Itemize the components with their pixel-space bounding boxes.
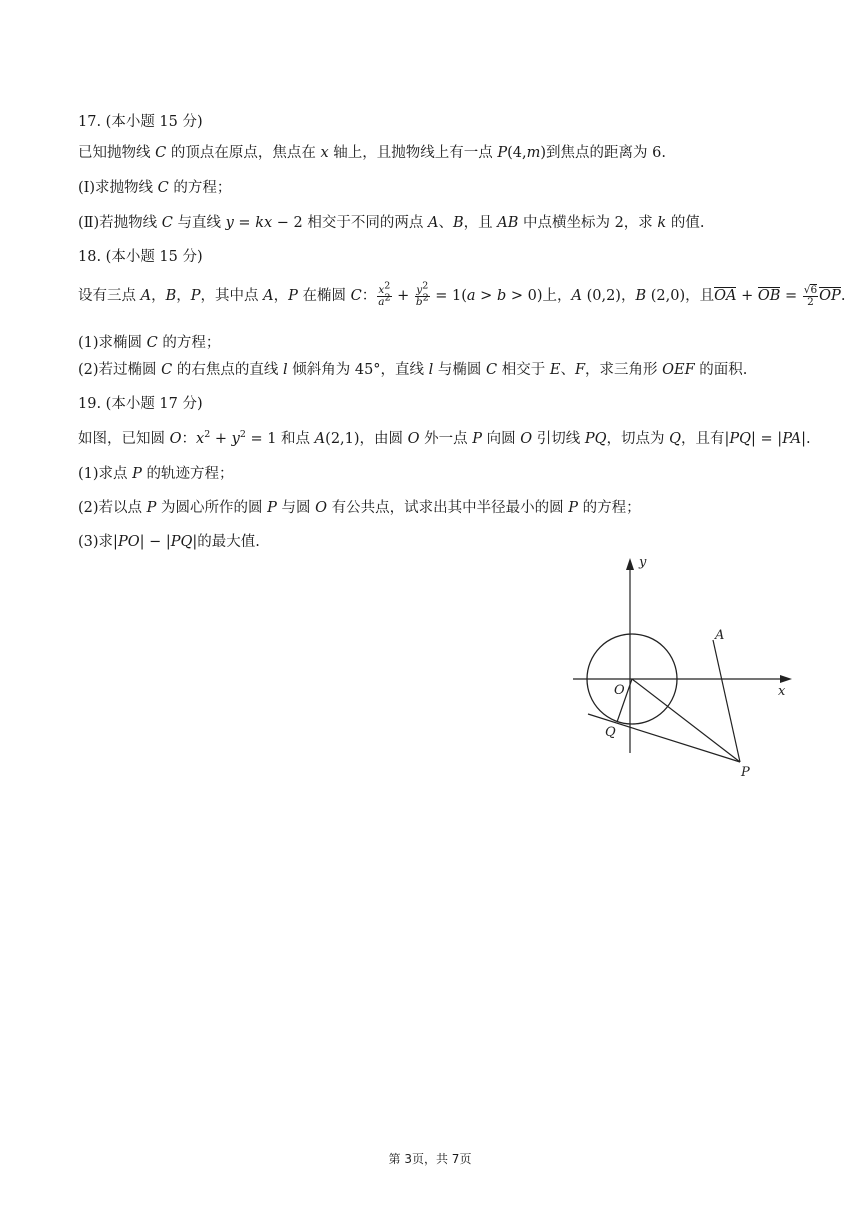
- q17-stem: 已知抛物线 C 的顶点在原点，焦点在 x 轴上，且抛物线上有一点 P(4,m)到焦点的距离为 6.: [78, 145, 666, 161]
- label-y: y: [639, 555, 647, 570]
- q18-part-2: (2)若过椭圆 C 的右焦点的直线 l 倾斜角为 45°，直线 l 与椭圆 C 相交于 E、F，求三角形 OEF 的面积.: [78, 362, 748, 378]
- q19-stem: 如图，已知圆 O：$x^2 + y^2 = 1$ 和点 A(2,1)，由圆 O 外一点 P 向圆 O 引切线 PQ，切点为 Q，且有|PQ| = |PA|.: [78, 429, 811, 447]
- label-q: Q: [605, 725, 616, 740]
- q19-part-1: (1)求点 P 的轨迹方程；: [78, 466, 234, 482]
- y-axis-arrow-icon: [626, 558, 634, 570]
- page-footer: 第 3页，共 7页: [388, 1152, 472, 1166]
- q19-part-3: (3)求|PO| − |PQ|的最大值.: [78, 534, 260, 550]
- label-o: O: [614, 683, 625, 698]
- q18-part-1: (1)求椭圆 C 的方程；: [78, 335, 221, 351]
- q18-stem: 设有三点 A，B，P，其中点 A，P 在椭圆 C： $\frac{x^2}{a^2}$ + $\frac{y^2}{b^2}$ = 1(a > b > 0)上，A (0,2)，B (2,0)，且OA + OB = $\frac{√6}{2}$ OP.: [78, 280, 846, 308]
- q17-header: 17. (本小题 15 分): [78, 114, 203, 130]
- label-x: x: [778, 684, 786, 699]
- label-p: P: [741, 765, 750, 780]
- x-axis-arrow-icon: [780, 675, 792, 683]
- q19-header: 19. (本小题 17 分): [78, 396, 203, 412]
- geometry-figure: [560, 548, 810, 783]
- q19-part-2: (2)若以点 P 为圆心所作的圆 P 与圆 O 有公共点，试求出其中半径最小的圆 P 的方程；: [78, 500, 641, 516]
- label-a: A: [715, 628, 725, 643]
- q17-part-1: (Ⅰ)求抛物线 C 的方程；: [78, 180, 232, 196]
- q17-part-2: (Ⅱ)若抛物线 C 与直线 y = kx − 2 相交于不同的两点 A、B，且 AB 中点横坐标为 2，求 k 的值.: [78, 215, 705, 231]
- q18-header: 18. (本小题 15 分): [78, 249, 203, 265]
